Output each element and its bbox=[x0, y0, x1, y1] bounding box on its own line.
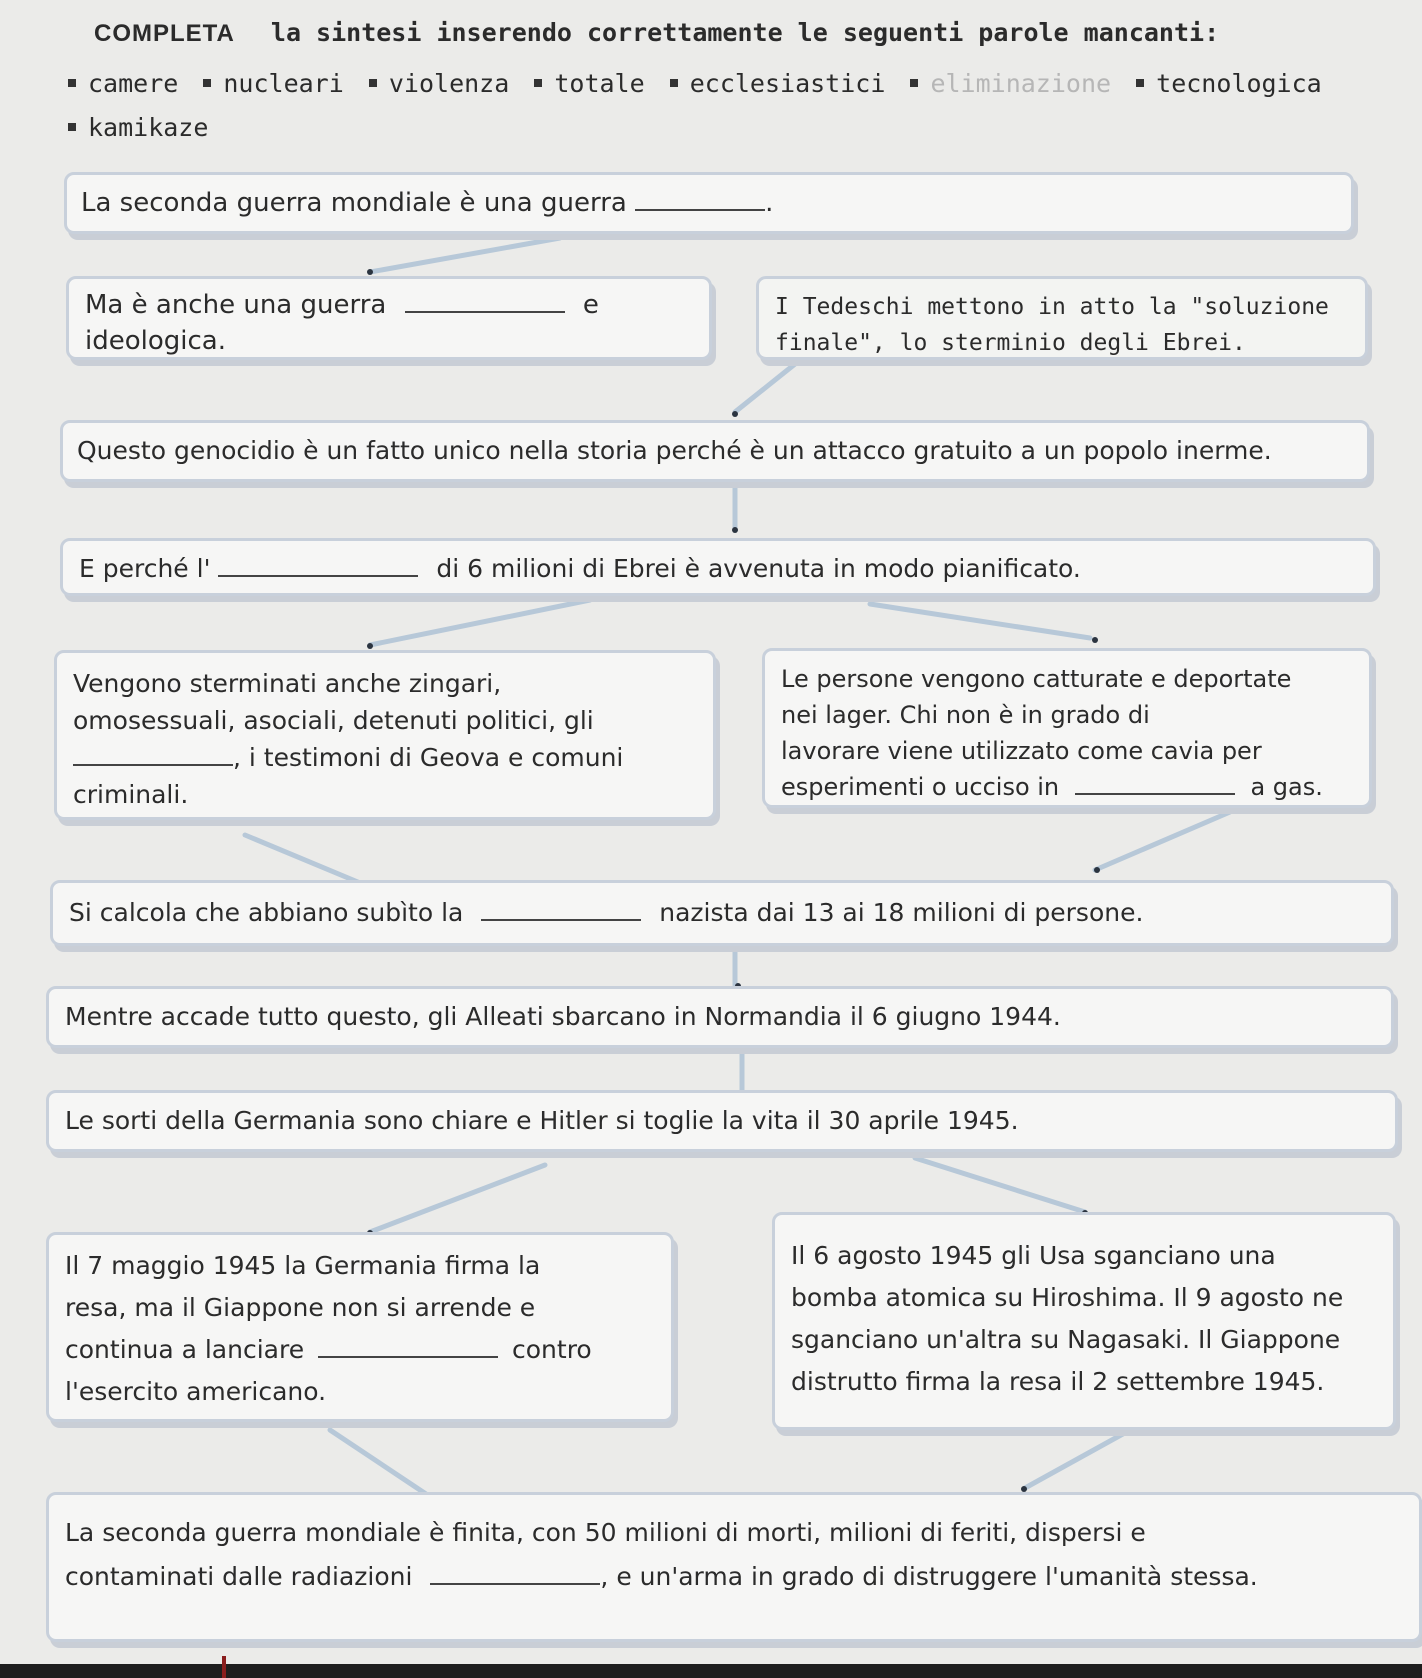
box-text: I Tedeschi mettono in atto la "soluzione bbox=[775, 294, 1329, 320]
box-war-type bbox=[64, 172, 1354, 234]
box-text: La seconda guerra mondiale è finita, con 50 milioni di morti, milioni di feriti, dispersi e bbox=[65, 1518, 1146, 1547]
box-text: Il 6 agosto 1945 gli Usa sganciano una bbox=[791, 1241, 1276, 1270]
box-text: criminali. bbox=[73, 780, 189, 809]
box-text: La seconda guerra mondiale è una guerra bbox=[81, 188, 627, 218]
word-item: violenza bbox=[388, 69, 510, 98]
box-war-end bbox=[46, 1492, 1422, 1642]
box-text: bomba atomica su Hiroshima. Il 9 agosto ne bbox=[791, 1283, 1344, 1312]
box-text: di 6 milioni di Ebrei è avvenuta in modo pianificato. bbox=[436, 554, 1081, 583]
box-kamikaze bbox=[46, 1232, 674, 1422]
box-text: Mentre accade tutto questo, gli Alleati sbarcano in Normandia il 6 giugno 1944. bbox=[65, 1002, 1061, 1031]
blank-answer[interactable] bbox=[318, 1332, 498, 1358]
box-text: Questo genocidio è un fatto unico nella storia perché è un attacco gratuito a un popolo inerme. bbox=[77, 436, 1272, 465]
box-text: esperimenti o ucciso in bbox=[781, 773, 1060, 801]
word-item: ecclesiastici bbox=[689, 69, 886, 98]
box-text: a gas. bbox=[1250, 773, 1323, 801]
box-religious-ideological bbox=[66, 276, 712, 360]
box-text: contaminati dalle radiazioni bbox=[65, 1562, 413, 1591]
box-text: continua a lanciare bbox=[65, 1335, 305, 1364]
box-text: Le persone vengono catturate e deportate bbox=[781, 665, 1292, 693]
box-text: . bbox=[765, 188, 774, 218]
blank-answer[interactable] bbox=[73, 740, 233, 766]
box-final-solution bbox=[756, 276, 1368, 360]
box-text: sganciano un'altra su Nagasaki. Il Giappone bbox=[791, 1325, 1341, 1354]
word-item: camere bbox=[88, 69, 179, 98]
blank-answer[interactable] bbox=[430, 1559, 600, 1585]
word-item: eliminazione bbox=[930, 69, 1112, 98]
bookmark-ribbon bbox=[222, 1656, 226, 1678]
box-text: Il 7 maggio 1945 la Germania firma la bbox=[65, 1251, 541, 1280]
box-text: nei lager. Chi non è in grado di bbox=[781, 701, 1150, 729]
box-text: , e un'arma in grado di distruggere l'umanità stessa. bbox=[600, 1562, 1258, 1591]
word-item: kamikaze bbox=[88, 113, 209, 142]
box-text: l'esercito americano. bbox=[65, 1377, 327, 1406]
box-hitler bbox=[46, 1090, 1398, 1152]
box-elimination bbox=[60, 538, 1376, 596]
box-text: Ma è anche una guerra bbox=[85, 290, 387, 320]
box-genocide-unique bbox=[60, 420, 1370, 482]
blank-answer[interactable] bbox=[1075, 769, 1235, 795]
exercise-instruction: la sintesi inserendo correttamente le seguenti parole mancanti: bbox=[270, 18, 1220, 47]
box-atomic-bomb bbox=[772, 1212, 1396, 1430]
box-text: ideologica. bbox=[85, 326, 226, 356]
box-text: omosessuali, asociali, detenuti politici, gli bbox=[73, 706, 594, 735]
box-text: e bbox=[582, 290, 599, 320]
box-text: resa, ma il Giappone non si arrende e bbox=[65, 1293, 536, 1322]
blank-answer[interactable] bbox=[481, 895, 641, 921]
word-item: totale bbox=[554, 69, 645, 98]
box-text: Le sorti della Germania sono chiare e Hitler si toglie la vita il 30 aprile 1945. bbox=[65, 1106, 1019, 1135]
box-text: distrutto firma la resa il 2 settembre 1945. bbox=[791, 1367, 1325, 1396]
word-item: tecnologica bbox=[1156, 69, 1322, 98]
blank-answer[interactable] bbox=[218, 551, 418, 577]
box-other-victims bbox=[54, 650, 716, 820]
box-text: E perché l' bbox=[79, 554, 211, 583]
box-text: finale", lo sterminio degli Ebrei. bbox=[775, 330, 1246, 356]
box-text: Si calcola che abbiano subìto la bbox=[69, 898, 464, 927]
box-text: nazista dai 13 ai 18 milioni di persone. bbox=[659, 898, 1144, 927]
box-text: , i testimoni di Geova e comuni bbox=[233, 743, 624, 772]
word-item: nucleari bbox=[223, 69, 344, 98]
blank-answer[interactable] bbox=[635, 185, 765, 211]
box-violence bbox=[50, 880, 1394, 946]
blank-answer[interactable] bbox=[405, 287, 565, 313]
box-text: Vengono sterminati anche zingari, bbox=[73, 669, 502, 698]
book-binding-edge bbox=[0, 1664, 1422, 1678]
exercise-label: COMPLETA bbox=[94, 20, 235, 47]
box-normandy bbox=[46, 986, 1394, 1048]
box-text: contro bbox=[512, 1335, 592, 1364]
box-lager bbox=[762, 648, 1372, 808]
box-text: lavorare viene utilizzato come cavia per bbox=[781, 737, 1262, 765]
